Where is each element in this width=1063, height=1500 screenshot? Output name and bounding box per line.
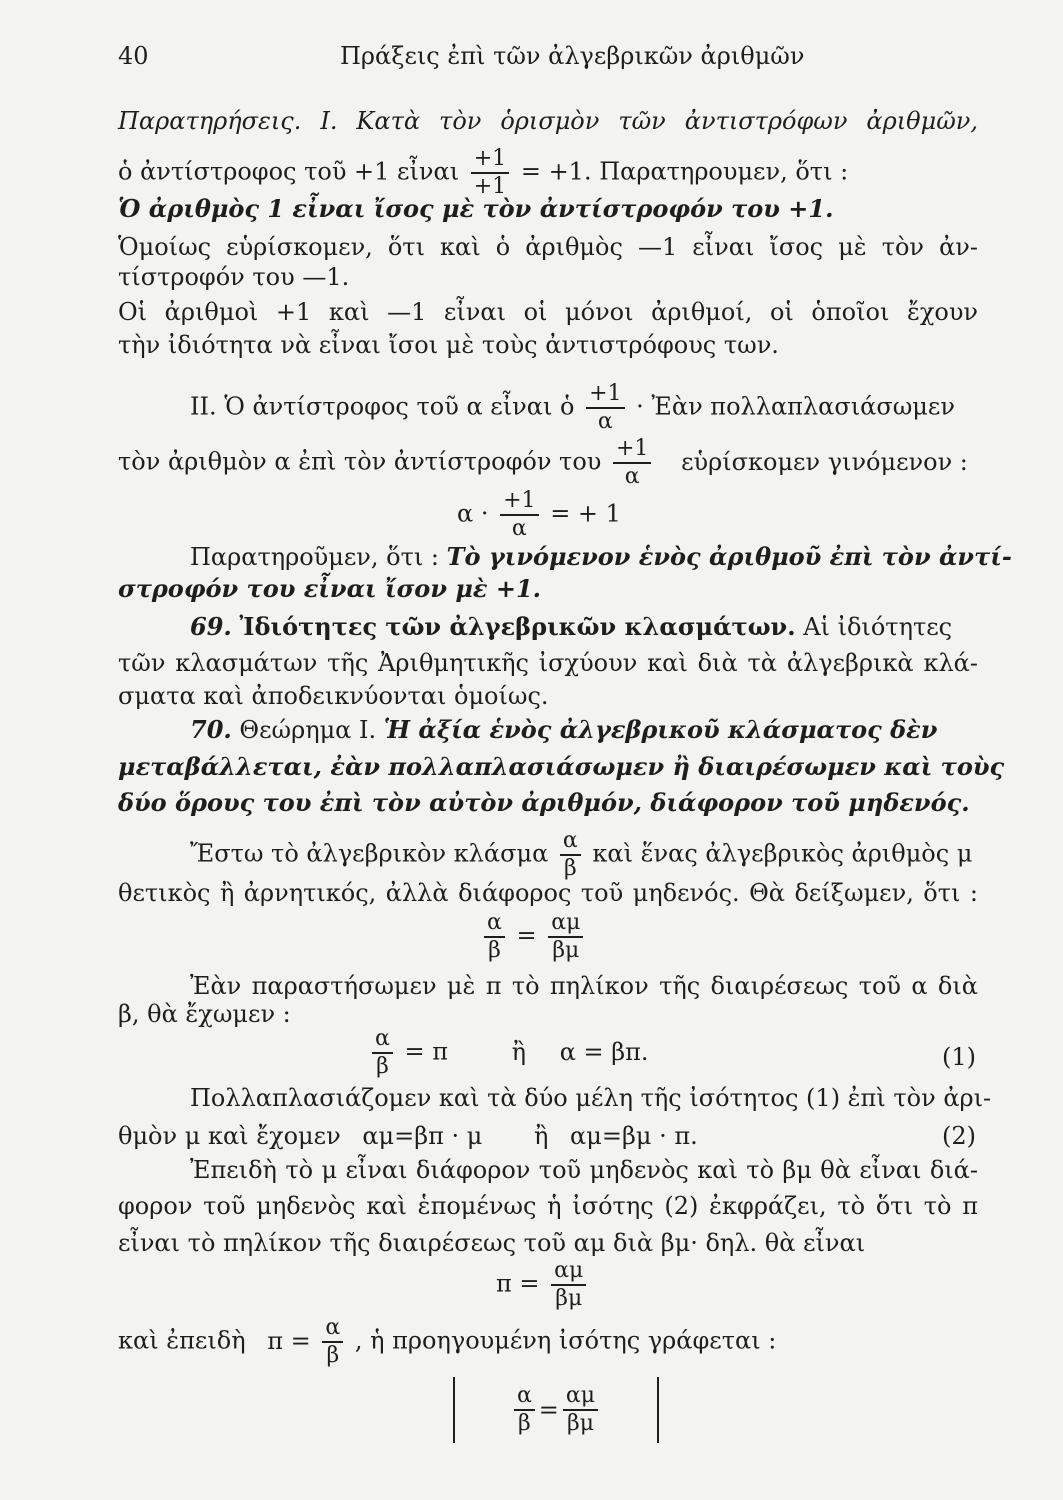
proof-text: καὶ ἐπειδὴ (118, 1326, 246, 1355)
proof-text: Ἔστω τὸ ἀλγεβρικὸν κλάσμα (190, 839, 549, 868)
equals-sign: = (516, 921, 537, 950)
fraction (551, 1260, 586, 1310)
fraction-numerator: +1 (471, 148, 509, 174)
remarks-line-6: Οἱ ἀριθμοὶ +1 καὶ —1 εἶναι οἱ μόνοι ἀριθμοί, οἱ ὁποῖοι ἔχουν (118, 298, 978, 326)
remarks-statement: Τὸ γινόμενον ἑνὸς ἀριθμοῦ ἐπὶ τὸν ἀντί- (446, 542, 1012, 571)
fraction-numerator: α (514, 1385, 535, 1411)
fraction-numerator: αμ (563, 1385, 598, 1411)
proof-text: , ἡ προηγουμένη ἰσότης γράφεται : (354, 1326, 777, 1355)
fraction (514, 1385, 535, 1435)
equation-text: ἢ (511, 1037, 527, 1066)
fraction-denominator: β (563, 856, 577, 881)
equation-text: αμ=βμ · π. (570, 1122, 698, 1150)
section-70-heading-line (190, 715, 978, 745)
proof-line-2: θετικὸς ἢ ἀρνητικός, ἀλλὰ διάφορος τοῦ μηδενός. Θὰ δείξωμεν, ὅτι : (118, 879, 978, 907)
equation-fraction-equality (480, 912, 587, 962)
equation-text: π = (267, 1326, 311, 1355)
proof-line-1 (190, 830, 978, 880)
section-number: 69. (190, 612, 232, 641)
fraction (560, 830, 581, 880)
remarks-line-7: τὴν ἰδιότητα νὰ εἶναι ἴσοι μὲ τοὺς ἀντιστρόφους των. (118, 331, 779, 359)
fraction (484, 912, 505, 962)
fraction (372, 1028, 393, 1078)
fraction-denominator: βμ (566, 1411, 594, 1436)
remarks-line-4: Ὁμοίως εὑρίσκομεν, ὅτι καὶ ὁ ἀριθμὸς —1 εἶναι ἴσος μὲ τὸν ἀν- (118, 233, 978, 261)
fraction-numerator: +1 (500, 490, 538, 516)
remarks-text: = +1. Παρατηρουμεν, ὅτι : (520, 157, 849, 186)
equation-text: αμ=βπ · μ (362, 1122, 483, 1150)
proof-line-5: Πολλαπλασιάζομεν καὶ τὰ δύο μέλη τῆς ἰσότητος (1) ἐπὶ τὸν ἀρι- (190, 1084, 992, 1112)
remarks-line-1: Παρατηρήσεις. Ι. Κατὰ τὸν ὁρισμὸν τῶν ἀντιστρόφων ἀριθμῶν, (118, 107, 978, 135)
equation-1 (368, 1028, 649, 1078)
fraction-denominator: β (326, 1343, 340, 1368)
fraction-denominator: α (624, 464, 640, 489)
fraction-denominator: +1 (473, 174, 507, 199)
fraction-numerator: α (322, 1317, 343, 1343)
section-heading: Θεώρημα Ι. (239, 716, 377, 744)
proof-line-7: Ἐπειδὴ τὸ μ εἶναι διάφορον τοῦ μηδενὸς καὶ τὸ βμ θὰ εἶναι διά- (190, 1156, 978, 1184)
fraction-denominator: β (488, 938, 501, 963)
proof-line-9: εἶναι τὸ πηλίκον τῆς διαιρέσεως τοῦ αμ διὰ βμ· δηλ. θὰ εἶναι (118, 1229, 866, 1257)
remarks-text: τὸν ἀριθμὸν α ἐπὶ τὸν ἀντίστροφόν του (118, 447, 602, 476)
remarks-statement: Ὁ ἀριθμὸς 1 εἶναι ἴσος μὲ τὸν ἀντίστροφόν του +1. (118, 194, 834, 223)
fraction (500, 490, 538, 540)
fraction-numerator: α (560, 830, 581, 856)
page-number: 40 (118, 42, 149, 70)
fraction-denominator: α (511, 516, 527, 541)
remarks-text: ὁ ἀντίστροφος τοῦ +1 εἶναι (118, 157, 460, 186)
fraction-numerator: α (372, 1028, 393, 1054)
remarks-line-11 (190, 542, 1012, 572)
equation-pi (496, 1260, 590, 1310)
equation-text: α = βπ. (559, 1037, 649, 1066)
fraction-denominator: α (597, 409, 613, 434)
fraction-numerator: α (484, 912, 505, 938)
remarks-text: · Ἐὰν πολλαπλασιάσωμεν (636, 392, 955, 421)
fraction-numerator: αμ (551, 1260, 586, 1286)
fraction-denominator: βμ (555, 1286, 583, 1311)
fraction (586, 383, 624, 433)
equation-text: = + 1 (550, 499, 621, 528)
remarks-statement-end: στροφόν του εἶναι ἴσον μὲ +1. (118, 574, 541, 603)
equation-text: ἢ (534, 1122, 549, 1150)
proof-text: θμὸν μ καὶ ἔχομεν (118, 1122, 341, 1150)
remarks-text: εὑρίσκομεν γινόμενον : (681, 447, 968, 476)
remarks-text: Παρατηροῦμεν, ὅτι : (190, 543, 439, 571)
running-title: Πράξεις ἐπὶ τῶν ἀλγεβρικῶν ἀριθμῶν (340, 42, 805, 70)
equation-number: (1) (942, 1043, 976, 1071)
section-heading: Ἰδιότητες τῶν ἀλγεβρικῶν κλασμάτων. (239, 612, 796, 641)
proof-line-6 (118, 1121, 978, 1151)
boxed-result (453, 1377, 659, 1443)
proof-line-10 (118, 1317, 978, 1367)
product-equation (457, 490, 621, 540)
equation-text: = π (404, 1037, 449, 1066)
section-number: 70. (190, 715, 232, 744)
proof-line-3: Ἐὰν παραστήσωμεν μὲ π τὸ πηλίκον τῆς διαιρέσεως τοῦ α διὰ (190, 972, 978, 1000)
fraction-numerator: +1 (613, 438, 651, 464)
remarks-line-5: τίστροφόν του —1. (118, 263, 350, 291)
equals-sign: = (538, 1396, 559, 1424)
fraction (471, 148, 509, 198)
equation-text: π = (496, 1269, 540, 1298)
remarks-line-2 (118, 148, 978, 198)
remarks-line-9 (118, 438, 978, 488)
section-text: Αἱ ἰδιότητες (803, 613, 953, 641)
fraction (613, 438, 651, 488)
fraction-numerator: αμ (548, 912, 583, 938)
section-69-line-2: τῶν κλασμάτων τῆς Ἀριθμητικῆς ἰσχύουν καὶ διὰ τὰ ἀλγεβρικὰ κλά- (118, 649, 978, 677)
proof-line-4: β, θὰ ἔχωμεν : (118, 1000, 291, 1028)
section-69-line-3: σματα καὶ ἀποδεικνύονται ὁμοίως. (118, 682, 549, 710)
remarks-ii-line (190, 383, 978, 433)
proof-text: καὶ ἕνας ἀλγεβρικὸς ἀριθμὸς μ (592, 839, 973, 868)
section-69-heading-line (190, 612, 978, 642)
proof-line-8: φορον τοῦ μηδενὸς καὶ ἑπομένως ἡ ἰσότης (2) ἐκφράζει, τὸ ὅτι τὸ π (118, 1192, 978, 1220)
theorem-text: Ἡ ἀξία ἑνὸς ἀλγεβρικοῦ κλάσματος δὲν (383, 715, 938, 744)
fraction-numerator: +1 (586, 383, 624, 409)
theorem-line-3: δύο ὅρους του ἐπὶ τὸν αὐτὸν ἀριθμόν, διάφορον τοῦ μηδενός. (118, 788, 970, 817)
equation-text: α · (457, 499, 489, 528)
fraction-denominator: βμ (552, 938, 580, 963)
fraction (563, 1385, 598, 1435)
fraction (322, 1317, 343, 1367)
equation-number: (2) (942, 1122, 976, 1150)
fraction-denominator: β (518, 1411, 531, 1436)
remarks-text: ΙΙ. Ὁ ἀντίστροφος τοῦ α εἶναι ὁ (190, 392, 575, 421)
theorem-line-2: μεταβάλλεται, ἐὰν πολλαπλασιάσωμεν ἢ διαιρέσωμεν καὶ τοὺς (118, 752, 1005, 781)
fraction (548, 912, 583, 962)
fraction-denominator: β (376, 1054, 389, 1079)
